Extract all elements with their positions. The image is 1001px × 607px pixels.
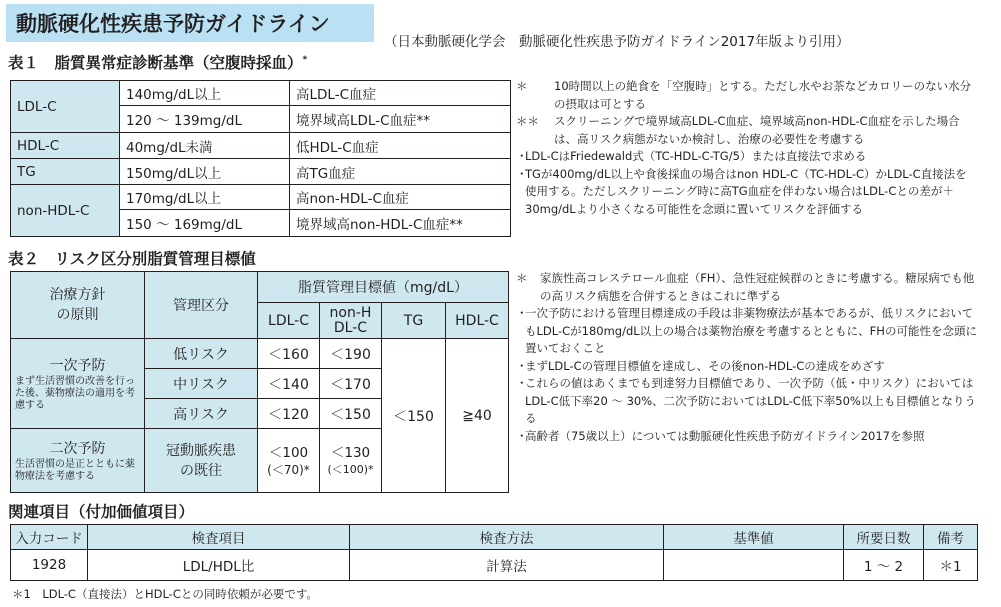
table2-target-header: 脂質管理目標値（mg/dL）	[258, 272, 509, 303]
table2-ldl-value: ＜120	[258, 399, 320, 429]
table2-nonhdl-header	[320, 303, 382, 339]
table-row	[11, 339, 509, 369]
table1-value: 150 ～ 169mg/dL	[120, 210, 290, 237]
table2-category	[145, 429, 258, 493]
table1-value: 120 ～ 139mg/dL	[120, 106, 290, 133]
ldl-secondary-sub: (＜70)*	[267, 462, 310, 477]
table2-category-header: 管理区分	[145, 272, 258, 339]
table2-ldl-value: ＜160	[258, 339, 320, 369]
table1-diagnosis: 高LDL-C血症	[290, 81, 511, 106]
table-row	[11, 272, 509, 303]
related-header-reference: 基準値	[664, 525, 844, 550]
related-header-remarks: 備考	[924, 525, 978, 550]
nonhdl-secondary-sub: (＜100)*	[327, 462, 374, 476]
secondary-prevention-desc: 生活習慣の是正とともに薬物療法を考慮する	[15, 458, 135, 482]
related-header-method: 検査方法	[350, 525, 664, 550]
table2-hdl-header: HDL-C	[446, 303, 509, 339]
table1-category: HDL-C	[11, 133, 120, 159]
note-item	[516, 78, 978, 113]
table2-nonhdl-value: ＜170	[320, 369, 382, 399]
table2-tg-header: TG	[382, 303, 446, 339]
note-item	[516, 375, 978, 428]
related-table	[10, 524, 978, 581]
table2-heading: 表２ リスク区分別脂質管理目標値	[8, 250, 256, 268]
note-item	[516, 358, 978, 376]
table1-value: 170mg/dL以上	[120, 185, 290, 210]
page-title	[6, 4, 374, 42]
table-row	[11, 81, 511, 106]
note-text: 一次予防における管理目標達成の手段は非薬物療法が基本であるが、低リスクにおいてもLDL-Cが180mg/dL以上の場合は薬物治療を考慮するとともに、FHの可能性を念頭に置いておくこと	[525, 306, 977, 355]
table-row	[11, 133, 511, 159]
table1-value: 150mg/dL以上	[120, 159, 290, 185]
note-mark: ・	[516, 358, 528, 373]
table1-category: LDL-C	[11, 81, 120, 133]
table1-diagnosis: 高non-HDL-C血症	[290, 185, 511, 210]
note-text: 高齢者（75歳以上）については動脈硬化性疾患予防ガイドライン2017を参照	[525, 428, 925, 443]
table2-nonhdl-value: ＜190	[320, 339, 382, 369]
table1-diagnosis: 境界域高LDL-C血症**	[290, 106, 511, 133]
table-row	[11, 525, 978, 550]
primary-prevention-title: 一次予防	[49, 357, 106, 374]
note-text: 10時間以上の絶食を「空腹時」とする。ただし水やお茶などカロリーのない水分の摂取は可とする	[554, 79, 972, 111]
note-item	[516, 113, 978, 148]
related-days: 1 ～ 2	[844, 550, 924, 581]
note-mark: ＊	[516, 271, 528, 285]
note-text: スクリーニングで境界域高LDL-C血症、境界域高non-HDL-C血症を示した場合は、高リスク病態がないか検討し、治療の必要性を考慮する	[554, 114, 960, 146]
table-row	[11, 159, 511, 185]
related-footnote: ＊1 LDL-C（直接法）とHDL-Cとの同時依頼が必要です。	[12, 587, 318, 601]
table1-diagnosis: 高TG血症	[290, 159, 511, 185]
note-item	[516, 428, 978, 446]
related-header-item: 検査項目	[88, 525, 350, 550]
table1-category: non-HDL-C	[11, 185, 120, 237]
table1-heading-mark: *	[302, 54, 308, 65]
table2-category: 低リスク	[145, 339, 258, 369]
note-mark: ＊	[516, 79, 528, 93]
table2-category: 中リスク	[145, 369, 258, 399]
note-text: 家族性高コレステロール血症（FH）、急性冠症候群のときに考慮する。糖尿病でも他の高リスク病態を合併するときはこれに準ずる	[540, 271, 975, 303]
table1-notes	[516, 78, 978, 218]
nonhdl-secondary-target: ＜130	[330, 444, 371, 461]
table1-category: TG	[11, 159, 120, 185]
table1	[10, 80, 511, 237]
table1-diagnosis: 低HDL-C血症	[290, 133, 511, 159]
note-item	[516, 148, 978, 166]
table2-ldl-value	[258, 429, 320, 493]
table1-value: 40mg/dL未満	[120, 133, 290, 159]
source-citation: （日本動脈硬化学会 動脈硬化性疾患予防ガイドライン2017年版より引用）	[384, 34, 850, 50]
table1-heading	[8, 51, 307, 73]
related-reference	[664, 550, 844, 581]
table2-category: 高リスク	[145, 399, 258, 429]
table2-nonhdl-value	[320, 429, 382, 493]
note-text: LDL-CはFriedewald式（TC-HDL-C-TG/5）または直接法で求める	[525, 149, 867, 163]
table2-tg-value: ＜150	[382, 339, 446, 493]
table2	[10, 271, 509, 493]
table2-ldl-value: ＜140	[258, 369, 320, 399]
title-text: 動脈硬化性疾患予防ガイドライン	[16, 12, 330, 36]
table2-ldl-header: LDL-C	[258, 303, 320, 339]
table2-nonhdl-header-text: non-HDL-C	[329, 304, 372, 336]
table2-hdl-value: ≧40	[446, 339, 509, 493]
related-code: 1928	[11, 550, 88, 581]
related-header-code: 入力コード	[11, 525, 88, 550]
note-mark: ・	[516, 149, 528, 163]
related-heading: 関連項目（付加価値項目）	[8, 503, 195, 521]
note-text: これらの値はあくまでも到達努力目標値であり、一次予防（低・中リスク）においてはLDL-C低下率20 ～ 30%、二次予防においてはLDL-C低下率50%以上も目標値となりうる	[525, 376, 976, 425]
table2-primary-prevention	[11, 339, 145, 429]
note-mark: ・	[516, 166, 528, 181]
note-mark: ＊＊	[516, 114, 539, 128]
related-item: LDL/HDL比	[88, 550, 350, 581]
table2-principle-header-text: 治療方針の原則	[49, 287, 106, 323]
note-item	[516, 305, 978, 358]
ldl-secondary-target: ＜100	[268, 444, 309, 461]
table2-notes	[516, 270, 978, 445]
note-item	[516, 270, 978, 305]
note-mark: ・	[516, 376, 528, 390]
table2-secondary-prevention	[11, 429, 145, 493]
note-text: TGが400mg/dL以上や食後採血の場合はnon HDL-C（TC-HDL-C）かLDL-C直接法を使用する。ただしスクリーニング時に高TG血症を伴わない場合はLDL-Cとの差が＋30mg/dLより小さくなる可能性を念頭に置いてリスクを評価する	[525, 166, 967, 216]
secondary-prevention-title: 二次予防	[49, 440, 106, 457]
note-mark: ・	[516, 306, 528, 320]
table1-diagnosis: 境界域高non-HDL-C血症**	[290, 210, 511, 237]
table2-category-text: 冠動脈疾患の既往	[165, 442, 236, 479]
related-remarks: ＊1	[924, 550, 978, 581]
note-text: まずLDL-Cの管理目標値を達成し、その後non-HDL-Cの達成をめざす	[525, 358, 885, 373]
table2-principle-header	[11, 272, 145, 339]
note-mark: ・	[516, 428, 528, 443]
table1-heading-text: 表１ 脂質異常症診断基準（空腹時採血）	[8, 54, 303, 72]
primary-prevention-desc: まず生活習慣の改善を行った後、薬物療法の適用を考慮する	[15, 375, 135, 411]
related-method: 計算法	[350, 550, 664, 581]
table-row	[11, 550, 978, 581]
note-item	[516, 166, 978, 219]
related-header-days: 所要日数	[844, 525, 924, 550]
table-row	[11, 185, 511, 210]
table2-nonhdl-value: ＜150	[320, 399, 382, 429]
table1-value: 140mg/dL以上	[120, 81, 290, 106]
